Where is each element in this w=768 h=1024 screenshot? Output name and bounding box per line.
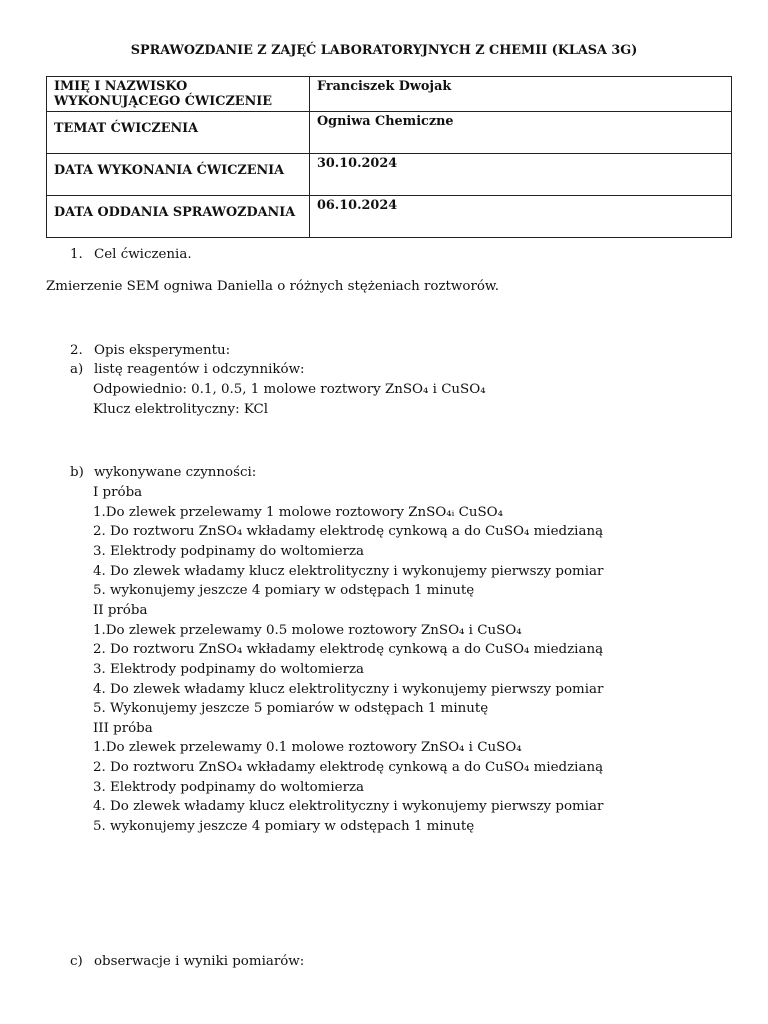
subsection-a-heading (70, 360, 305, 380)
section1-number: 1. (70, 247, 83, 262)
info-table (46, 76, 732, 238)
procedure-step-line: 3. Elektrody podpinamy do woltomierza (93, 661, 365, 677)
section1-heading (70, 245, 192, 265)
table-row (47, 154, 732, 196)
subsection-a-marker: a) (70, 362, 84, 377)
procedure-step-line: 1.Do zlewek przelewamy 0.1 molowe roztowory ZnSO₄ i CuSO₄ (93, 740, 522, 756)
date-submitted-label: DATA ODDANIA SPRAWOZDANIA (47, 196, 310, 238)
reagents-line: Klucz elektrolityczny: KCl (93, 402, 269, 417)
table-row (47, 112, 732, 154)
section2-heading-text: Opis eksperymentu: (94, 343, 231, 358)
date-submitted-value: 06.10.2024 (310, 196, 732, 238)
procedure-step-line: 2. Do roztworu ZnSO₄ wkładamy elektrodę cynkową a do CuSO₄ miedzianą (93, 642, 604, 658)
procedure-step-line: 2. Do roztworu ZnSO₄ wkładamy elektrodę cynkową a do CuSO₄ miedzianą (93, 760, 604, 776)
subsection-c-marker: c) (70, 954, 83, 969)
name-label: IMIĘ I NAZWISKO WYKONUJĄCEGO ĆWICZENIE (47, 77, 310, 112)
topic-label: TEMAT ĆWICZENIA (47, 112, 310, 154)
procedure-step-line: 2. Do roztworu ZnSO₄ wkładamy elektrodę cynkową a do CuSO₄ miedzianą (93, 524, 604, 540)
procedure-step-line: I próba (93, 485, 143, 500)
section1-heading-text: Cel ćwiczenia. (94, 247, 192, 262)
table-row (47, 196, 732, 238)
procedure-step-line: 4. Do zlewek władamy klucz elektrolityczny i wykonujemy pierwszy pomiar (93, 681, 604, 697)
section1-text: Zmierzenie SEM ogniwa Daniella o różnych stężeniach roztworów. (46, 279, 500, 294)
procedure-step-line: 4. Do zlewek władamy klucz elektrolityczny i wykonujemy pierwszy pomiar (93, 799, 604, 815)
procedure-step-line: 5. Wykonujemy jeszcze 5 pomiarów w odstępach 1 minutę (93, 701, 489, 717)
section2-heading (70, 341, 230, 361)
date-performed-value: 30.10.2024 (310, 154, 732, 196)
topic-value: Ogniwa Chemiczne (310, 112, 732, 154)
subsection-b-heading-text: wykonywane czynności: (94, 465, 257, 480)
date-performed-label: DATA WYKONANIA ĆWICZENIA (47, 154, 310, 196)
table-row (47, 77, 732, 112)
procedure-step-line: 5. wykonujemy jeszcze 4 pomiary w odstępach 1 minutę (93, 583, 475, 599)
section2-number: 2. (70, 343, 83, 358)
procedure-step-line: 1.Do zlewek przelewamy 1 molowe roztowory ZnSO₄ᵢ CuSO₄ (93, 504, 503, 520)
subsection-c-heading-text: obserwacje i wyniki pomiarów: (94, 954, 305, 969)
subsection-c-heading (70, 952, 304, 972)
procedure-step-line: 3. Elektrody podpinamy do woltomierza (93, 779, 365, 795)
procedure-step-line: III próba (93, 720, 153, 736)
procedure-step-line: 4. Do zlewek władamy klucz elektrolityczny i wykonujemy pierwszy pomiar (93, 563, 604, 579)
procedure-step-line: 5. wykonujemy jeszcze 4 pomiary w odstępach 1 minutę (93, 819, 475, 835)
subsection-a-heading-text: listę reagentów i odczynników: (94, 362, 305, 377)
procedure-step-line: 1.Do zlewek przelewamy 0.5 molowe roztowory ZnSO₄ i CuSO₄ (93, 622, 522, 638)
reagents-line: Odpowiednio: 0.1, 0.5, 1 molowe roztwory ZnSO₄ i CuSO₄ (93, 382, 486, 397)
subsection-b-marker: b) (70, 465, 84, 480)
subsection-b-heading (70, 463, 256, 483)
procedure-step-line: 3. Elektrody podpinamy do woltomierza (93, 543, 365, 559)
name-value: Franciszek Dwojak (310, 77, 732, 112)
procedure-step-line: II próba (93, 602, 148, 618)
document-title: SPRAWOZDANIE Z ZAJĘĆ LABORATORYJNYCH Z CHEMII (KLASA 3G) (130, 43, 638, 58)
